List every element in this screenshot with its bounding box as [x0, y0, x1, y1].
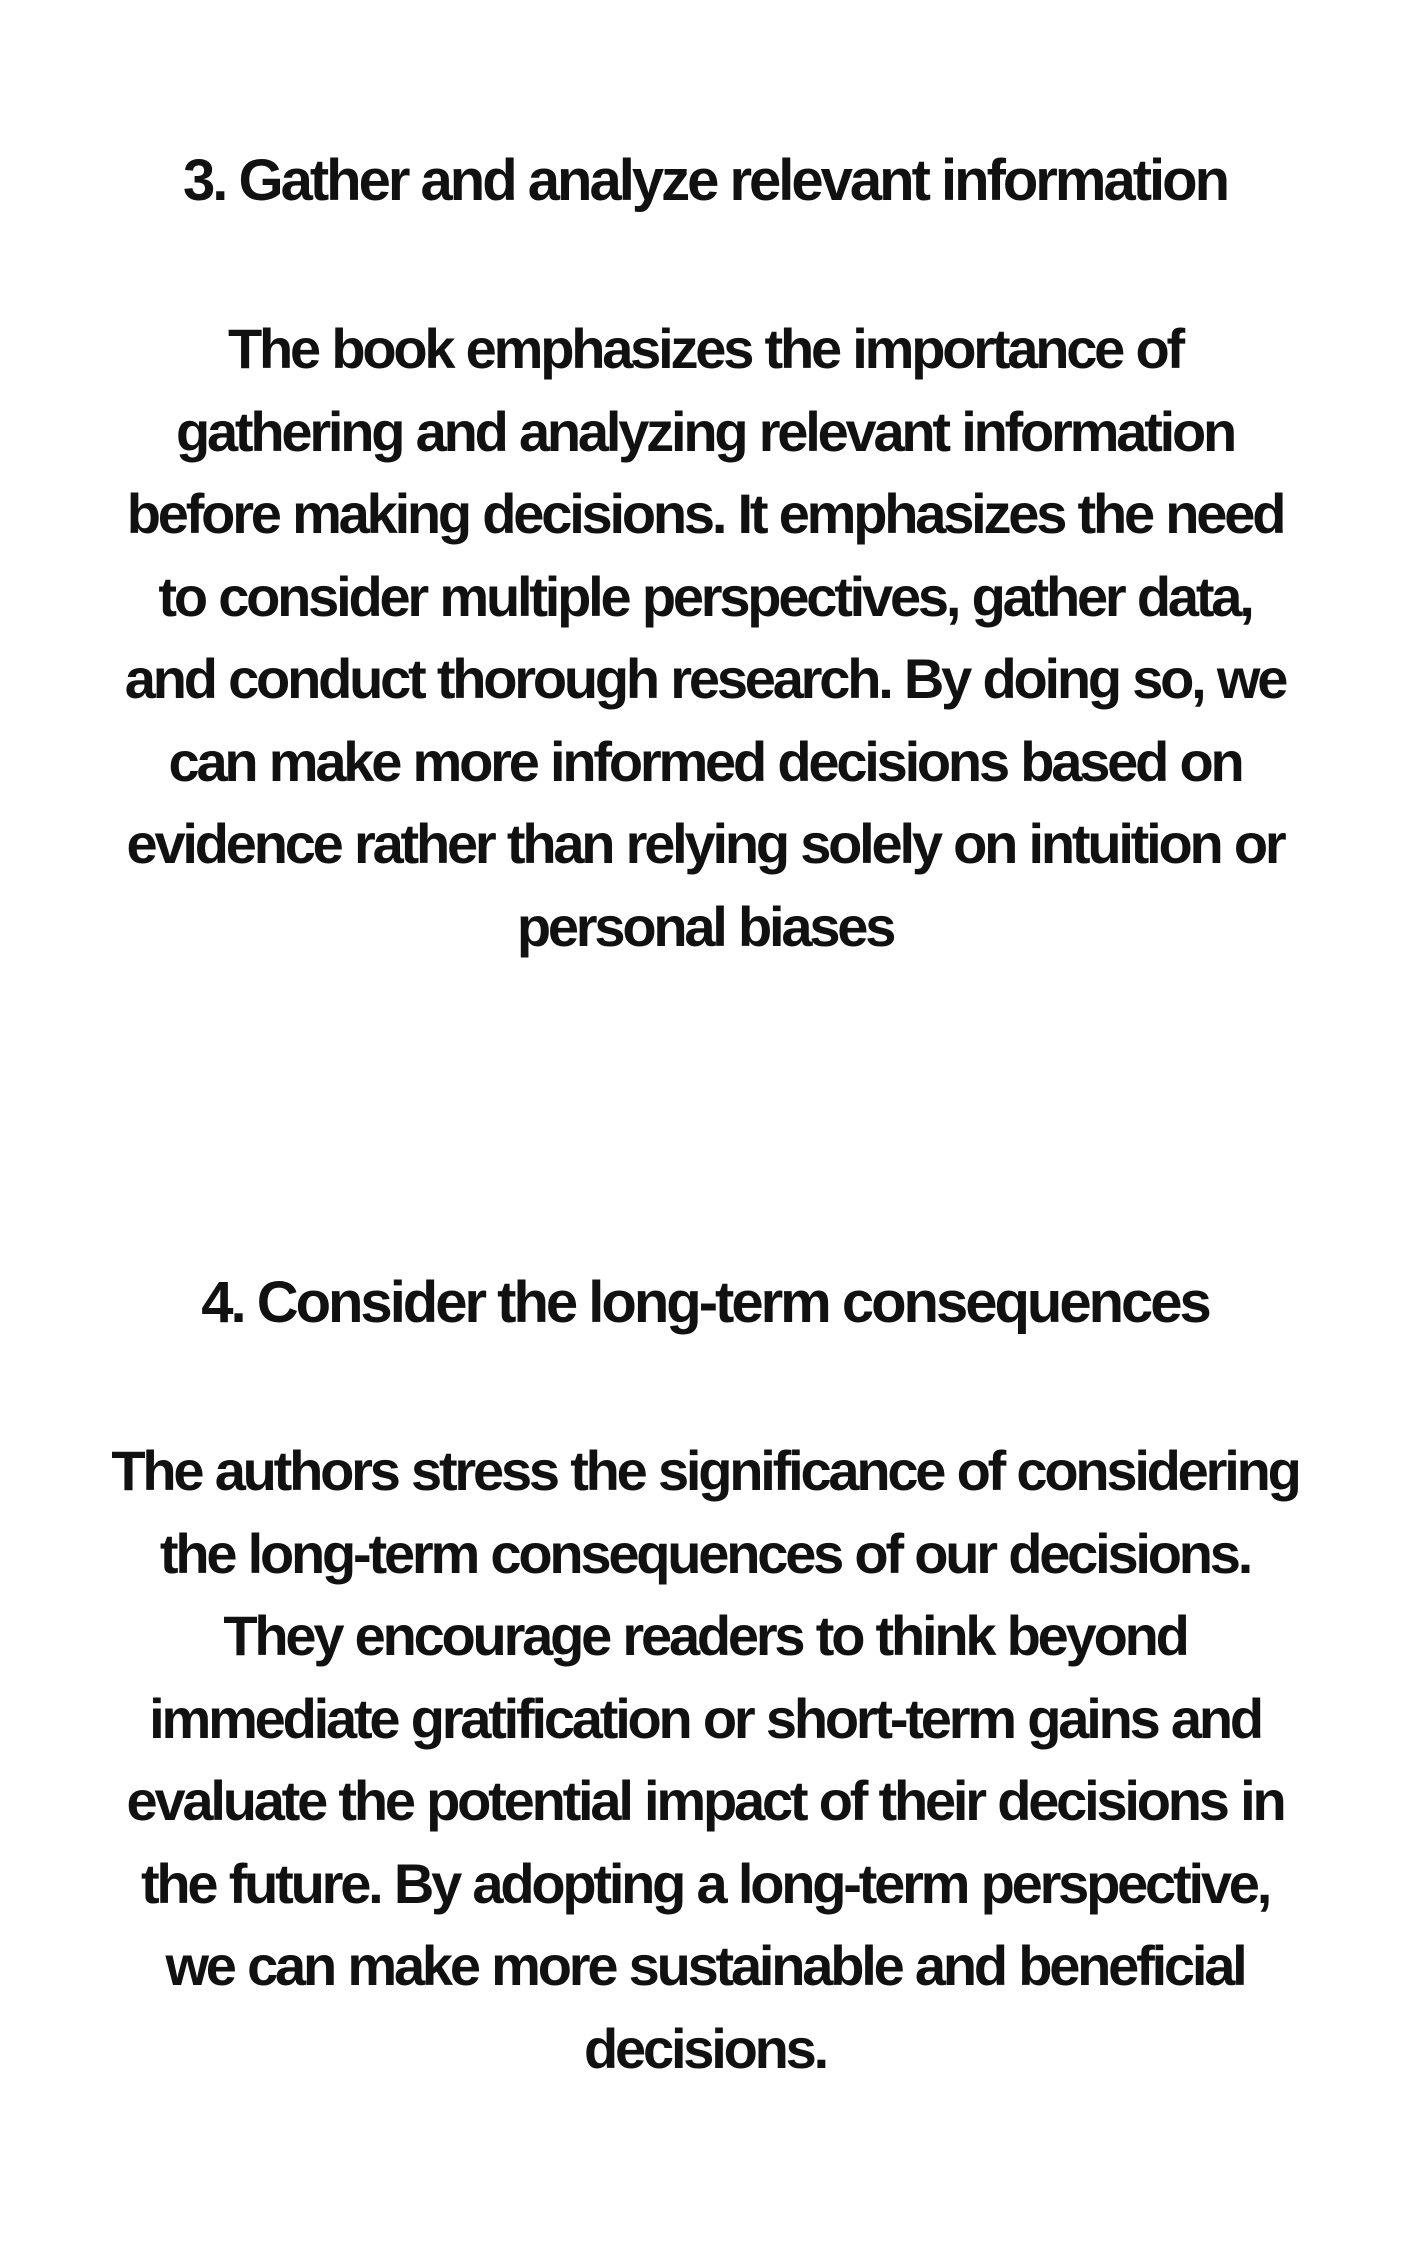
body-line: to consider multiple perspectives, gather data,	[158, 564, 1252, 628]
body-line: immediate gratification or short-term gains and	[149, 1686, 1261, 1750]
section-gather-information	[0, 140, 1410, 968]
body-line: personal biases	[516, 894, 894, 958]
body-line: and conduct thorough research. By doing so, we	[124, 647, 1286, 710]
body-line: the long-term consequences of our decisions.	[159, 1521, 1251, 1585]
body-line: we can make more sustainable and beneficial	[165, 1934, 1245, 1997]
body-line: can make more informed decisions based on	[168, 729, 1242, 793]
section-long-term-consequences	[0, 1262, 1410, 2090]
section-body	[0, 308, 1410, 968]
body-line: They encourage readers to think beyond	[223, 1604, 1187, 1667]
body-line: The book emphasizes the importance of	[228, 317, 1182, 380]
body-line: evidence rather than relying solely on intuition or	[126, 812, 1284, 875]
body-line: before making decisions. It emphasizes the need	[126, 482, 1284, 545]
section-heading: 4. Consider the long-term consequences	[201, 1270, 1209, 1335]
body-line: gathering and analyzing relevant information	[175, 399, 1235, 463]
body-line: evaluate the potential impact of their decisions in	[126, 1769, 1284, 1832]
body-line: The authors stress the significance of considering	[111, 1439, 1299, 1502]
body-line: the future. By adopting a long-term perspective,	[140, 1851, 1270, 1915]
section-body	[0, 1430, 1410, 2090]
body-line: decisions.	[584, 2016, 826, 2080]
section-heading: 3. Gather and analyze relevant information	[183, 148, 1227, 213]
